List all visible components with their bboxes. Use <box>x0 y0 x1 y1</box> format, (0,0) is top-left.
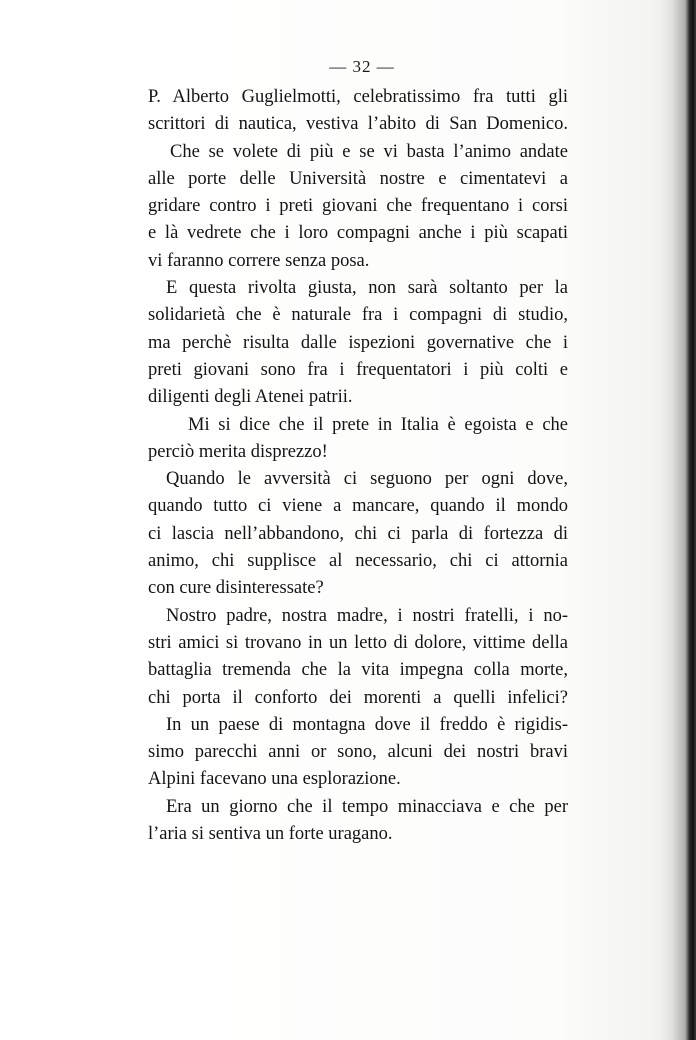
text-line: simo parecchi anni or sono, alcuni dei nostri bravi <box>148 742 568 763</box>
text-line: scrittori di nautica, vestiva l’abito di San Domenico. <box>148 114 568 135</box>
text-line: Era un giorno che il tempo minacciava e che per <box>166 796 568 817</box>
text-line: e là vedrete che i loro compagni anche i più scapati <box>148 223 568 244</box>
text-line: animo, chi supplisce al necessario, chi ci attornia <box>148 551 568 572</box>
body-text <box>148 84 568 848</box>
page-number: — 32 — <box>329 57 395 76</box>
text-line: E questa rivolta giusta, non sarà soltanto per la <box>166 278 568 299</box>
book-spine-shadow <box>660 0 696 1040</box>
text-line: Mi si dice che il prete in Italia è egoista e che <box>188 414 568 435</box>
text-line: gridare contro i preti giovani che frequentano i corsi <box>148 196 568 217</box>
text-line: In un paese di montagna dove il freddo è rigidis- <box>166 714 568 735</box>
text-line: quando tutto ci viene a mancare, quando il mondo <box>148 496 568 517</box>
text-line: Nostro padre, nostra madre, i nostri fratelli, i no- <box>166 605 568 626</box>
text-line: alle porte delle Università nostre e cimentatevi a <box>148 168 568 189</box>
text-line: solidarietà che è naturale fra i compagni di studio, <box>148 305 568 326</box>
text-line: con cure disinteressate? <box>148 578 324 599</box>
text-line: battaglia tremenda che la vita impegna colla morte, <box>148 660 568 681</box>
text-line: chi porta il conforto dei morenti a quelli infelici? <box>148 687 568 708</box>
text-line: Che se volete di più e se vi basta l’animo andate <box>170 141 568 162</box>
text-line: Alpini facevano una esplorazione. <box>148 769 401 790</box>
text-line: stri amici si trovano in un letto di dolore, vittime della <box>148 632 568 653</box>
text-line: vi faranno correre senza posa. <box>148 250 370 271</box>
text-line: ma perchè risulta dalle ispezioni governative che i <box>148 332 568 353</box>
text-line: ci lascia nell’abbandono, chi ci parla di fortezza di <box>148 523 568 544</box>
text-line: diligenti degli Atenei patrii. <box>148 387 353 408</box>
text-line: l’aria si sentiva un forte uragano. <box>148 824 393 845</box>
text-line: P. Alberto Guglielmotti, celebratissimo fra tutti gli <box>148 87 568 107</box>
text-line: perciò merita disprezzo! <box>148 441 328 462</box>
text-line: Quando le avversità ci seguono per ogni dove, <box>166 469 568 490</box>
text-line: preti giovani sono fra i frequentatori i più colti e <box>148 359 568 380</box>
